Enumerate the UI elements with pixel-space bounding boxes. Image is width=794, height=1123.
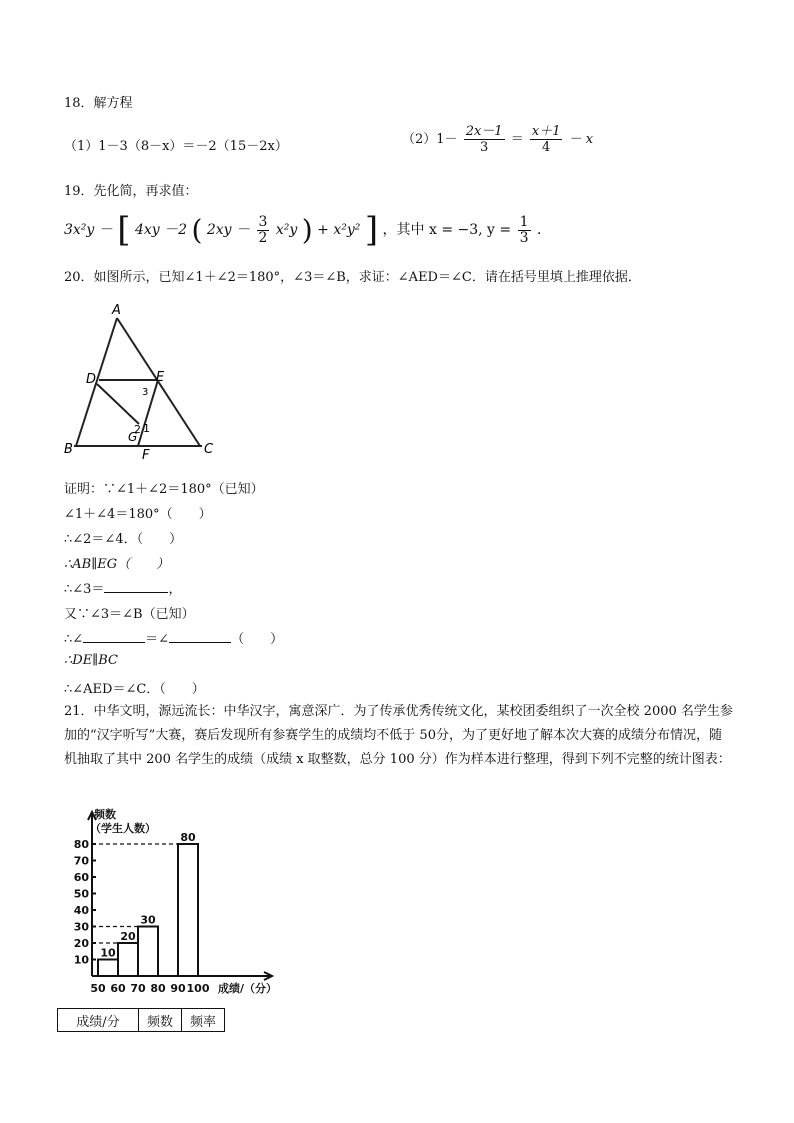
label-f: F	[142, 448, 150, 463]
proof-line-2: ∠1＋∠4＝180°（ ）	[64, 507, 212, 522]
label-e: E	[156, 370, 165, 385]
q18-f1-denominator: 3	[479, 140, 489, 155]
blank-angle-3[interactable]	[104, 592, 168, 593]
x-tick-label: 100	[186, 982, 210, 995]
y-tick-label: 70	[73, 854, 89, 868]
q19-paren-open: (	[191, 213, 203, 247]
table-header-row	[58, 1009, 225, 1032]
proof-line-5-text: ∴∠3＝	[64, 582, 105, 597]
y-tick-label: 50	[73, 887, 89, 901]
y-tick-label: 60	[73, 871, 89, 884]
bar-value-label: 20	[120, 930, 136, 943]
label-d: D	[86, 372, 97, 387]
x-tick-label: 60	[110, 982, 126, 995]
q19-expr-e: + x²y²	[317, 222, 361, 238]
proof-line-5-end: ，	[168, 582, 182, 597]
histogram-bar	[178, 844, 198, 976]
y-axis-label-line1: 频数	[94, 808, 116, 821]
q20-title: 20．如图所示，已知∠1＋∠2＝180°，∠3＝∠B，求证：∠AED＝∠C．请在括号里填上推理依据．	[64, 270, 641, 285]
line-df	[97, 384, 139, 424]
y-axis-label-line2: （学生人数）	[90, 822, 156, 835]
stat-table	[57, 1008, 225, 1032]
q19-cond-den: 3	[519, 229, 529, 246]
q19-expr-a: 3x²y －	[64, 222, 113, 238]
label-c: C	[204, 442, 214, 457]
q18-p2-suffix: － x	[568, 132, 594, 147]
histogram-bar	[138, 927, 158, 977]
histogram-bar	[118, 943, 138, 976]
proof-line-6: 又∵∠3＝∠B（已知）	[64, 607, 195, 622]
q19-expression	[64, 210, 551, 250]
q18-f2-numerator: x＋1	[531, 124, 561, 139]
blank-angle-right[interactable]	[169, 642, 231, 643]
proof-line-4: ∴AB∥EG（ ）	[64, 557, 170, 572]
q19-frac-den: 2	[258, 229, 268, 246]
x-tick-label: 50	[90, 982, 106, 995]
q20-triangle-figure	[62, 296, 222, 464]
label-a: A	[112, 303, 121, 318]
q19-expr-c: 2xy －	[206, 222, 251, 238]
q19-expr-d: x²y	[275, 222, 298, 238]
blank-angle-left[interactable]	[83, 642, 145, 643]
bar-value-label: 80	[180, 831, 196, 844]
q19-condition: ，其中 x = −3, y =	[382, 222, 512, 238]
bar-value-label: 30	[140, 913, 156, 927]
label-2: 2	[134, 423, 141, 436]
label-g: G	[128, 430, 138, 444]
proof-line-3: ∴∠2＝∠4．（ ）	[64, 532, 183, 547]
histogram-bar	[98, 960, 118, 977]
q18-fraction-2	[530, 124, 563, 155]
q19-cond-fraction	[518, 215, 531, 246]
proof-line-7-text: ∴∠	[64, 632, 84, 647]
q19-expr-b: 4xy －2	[134, 222, 188, 238]
x-tick-label: 90	[170, 982, 186, 995]
label-b: B	[64, 442, 73, 457]
q18-part1: （1）1－3（8－x）＝－2（15－2x）	[64, 139, 288, 154]
proof-line-8: ∴DE∥BC	[64, 653, 118, 668]
histogram-chart	[62, 804, 292, 1000]
q19-bracket-close: ]	[364, 210, 379, 250]
table-header-frequency: 频数	[139, 1009, 182, 1032]
y-tick-label: 80	[73, 838, 89, 851]
q19-paren-close: )	[301, 213, 313, 247]
proof-line-7-mid: ＝∠	[145, 632, 170, 647]
x-axis-label: 成绩/（分）	[218, 982, 278, 995]
q18-p2-eq: ＝	[510, 132, 524, 147]
proof-line-5	[64, 578, 181, 597]
q19-fraction	[257, 215, 270, 246]
y-tick-label: 30	[73, 920, 89, 934]
label-3: 3	[142, 387, 149, 398]
proof-line-7-end: （ ）	[231, 632, 284, 647]
q18-p2-prefix: （2）1－	[402, 132, 458, 147]
q18-title: 18．解方程	[64, 96, 133, 111]
y-tick-label: 20	[73, 937, 89, 950]
q21-text: 21．中华文明，源远流长：中华汉字，寓意深广．为了传承优秀传统文化，某校团委组织了一次全校 2000 名学生参加的“汉字听写”大赛，赛后发现所有参赛学生的成绩均不低于 50分，为了更好地了解本次大赛的成绩分布情况，随机抽取了其中 200 名学生的成绩（成绩 x 取整数，总分 100 分）作为样本进行整理，得到下列不完整的统计图表：	[64, 704, 733, 767]
proof-line-7	[64, 628, 283, 647]
q19-cond-num: 1	[519, 213, 529, 230]
q19-frac-num: 3	[258, 213, 268, 230]
q18-f2-denominator: 4	[542, 140, 551, 155]
q19-cond-end: ．	[536, 222, 551, 238]
y-tick-label: 10	[73, 953, 89, 967]
line-ab	[76, 318, 117, 446]
q19-bracket-open: [	[117, 210, 131, 250]
y-tick-label: 40	[73, 904, 89, 917]
proof-line-1: 证明：∵∠1＋∠2＝180°（已知）	[64, 482, 264, 497]
table-header-rate: 频率	[182, 1009, 225, 1032]
q18-f1-numerator: 2x－1	[465, 124, 503, 139]
x-tick-label: 80	[150, 982, 166, 995]
table-header-score: 成绩/分	[58, 1009, 139, 1032]
q18-part2	[402, 124, 593, 155]
bar-value-label: 10	[100, 946, 116, 960]
q18-fraction-1	[464, 124, 505, 155]
x-tick-label: 70	[130, 982, 146, 995]
proof-line-9: ∴∠AED＝∠C．（ ）	[64, 682, 205, 697]
label-1: 1	[143, 422, 150, 435]
q19-title: 19．先化简，再求值：	[64, 184, 198, 199]
